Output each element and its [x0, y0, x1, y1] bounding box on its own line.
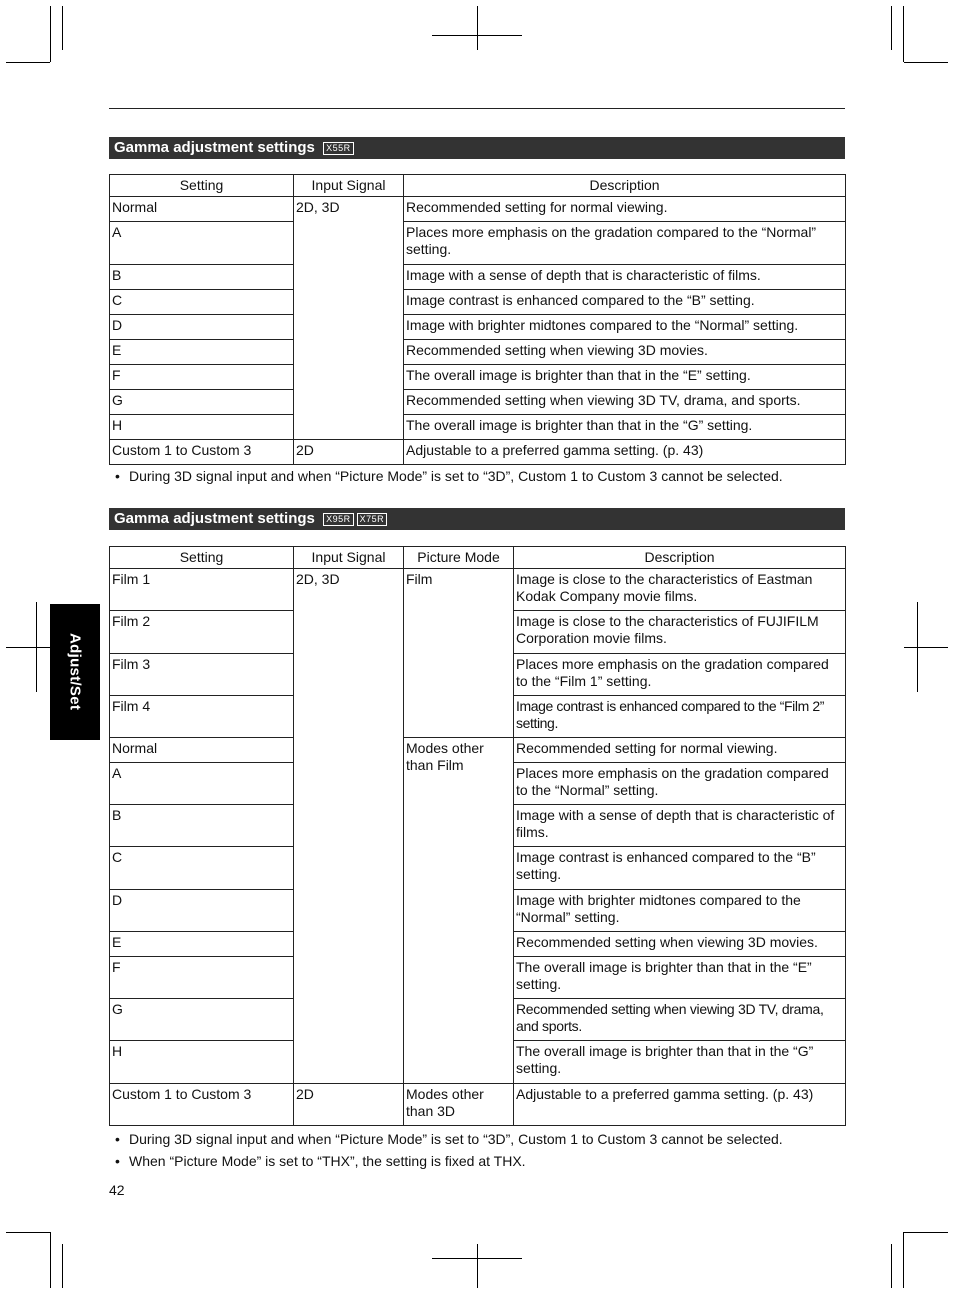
setting-cell: E [110, 932, 294, 957]
table-row [110, 340, 846, 365]
section-heading-x95r-x75r [109, 508, 845, 530]
table-row [110, 222, 846, 265]
input-signal-cell: 2D [294, 1084, 404, 1126]
note-item: • When “Picture Mode” is set to “THX”, the setting is fixed at THX. [115, 1153, 526, 1169]
section-title: Gamma adjustment settings [114, 139, 315, 156]
setting-cell: B [110, 265, 294, 290]
picture-mode-cell: Modes other than 3D [404, 1084, 514, 1126]
description-cell: The overall image is brighter than that in the “G” setting. [514, 1041, 846, 1084]
description-cell: Image contrast is enhanced compared to the “Film 2” setting. [514, 696, 846, 738]
setting-cell: C [110, 290, 294, 315]
setting-cell: C [110, 847, 294, 890]
chapter-side-tab [50, 604, 100, 740]
setting-cell: E [110, 340, 294, 365]
note-text: During 3D signal input and when “Picture Mode” is set to “3D”, Custom 1 to Custom 3 cannot be selected. [129, 1131, 783, 1147]
table-header-row [110, 175, 846, 197]
table-row [110, 440, 846, 465]
setting-cell: Custom 1 to Custom 3 [110, 440, 294, 465]
notes-x95r-x75r [109, 1128, 845, 1172]
description-cell: Adjustable to a preferred gamma setting. (p. 43) [514, 1084, 846, 1126]
page-number: 42 [109, 1182, 125, 1198]
table-row [110, 1084, 846, 1126]
description-cell: Recommended setting when viewing 3D TV, drama, and sports. [404, 390, 846, 415]
setting-cell: F [110, 365, 294, 390]
description-cell: Recommended setting for normal viewing. [514, 738, 846, 763]
column-header: Setting [110, 175, 294, 197]
table-row [110, 738, 846, 763]
setting-cell: Custom 1 to Custom 3 [110, 1084, 294, 1126]
setting-cell: Film 2 [110, 611, 294, 654]
setting-cell: G [110, 999, 294, 1041]
chapter-tab-label: Adjust/Set [66, 633, 84, 711]
setting-cell: H [110, 415, 294, 440]
setting-cell: B [110, 805, 294, 847]
description-cell: Recommended setting for normal viewing. [404, 197, 846, 222]
header-rule [109, 108, 845, 109]
column-header: Description [404, 175, 846, 197]
description-cell: The overall image is brighter than that in the “G” setting. [404, 415, 846, 440]
section-title: Gamma adjustment settings [114, 510, 315, 527]
setting-cell: Film 1 [110, 569, 294, 611]
note-item: • During 3D signal input and when “Picture Mode” is set to “3D”, Custom 1 to Custom 3 cannot be selected. [115, 1131, 783, 1147]
column-header: Picture Mode [404, 547, 514, 569]
setting-cell: Normal [110, 738, 294, 763]
column-header: Input Signal [294, 175, 404, 197]
table-row [110, 365, 846, 390]
column-header: Description [514, 547, 846, 569]
description-cell: Places more emphasis on the gradation compared to the “Normal” setting. [404, 222, 846, 265]
setting-cell: Film 3 [110, 654, 294, 696]
note-text: When “Picture Mode” is set to “THX”, the setting is fixed at THX. [129, 1153, 526, 1169]
note-item: • During 3D signal input and when “Picture Mode” is set to “3D”, Custom 1 to Custom 3 cannot be selected. [115, 468, 783, 484]
input-signal-cell: 2D, 3D [294, 197, 404, 440]
description-cell: Image with brighter midtones compared to the “Normal” setting. [514, 890, 846, 932]
setting-cell: A [110, 222, 294, 265]
description-cell: Recommended setting when viewing 3D movies. [404, 340, 846, 365]
description-cell: The overall image is brighter than that in the “E” setting. [404, 365, 846, 390]
description-cell: Image contrast is enhanced compared to the “B” setting. [404, 290, 846, 315]
setting-cell: Film 4 [110, 696, 294, 738]
picture-mode-cell: Modes other than Film [404, 738, 514, 1084]
description-cell: Image contrast is enhanced compared to the “B” setting. [514, 847, 846, 890]
description-cell: Image with a sense of depth that is characteristic of films. [514, 805, 846, 847]
gamma-table-x95r-x75r [109, 546, 846, 1126]
setting-cell: Normal [110, 197, 294, 222]
note-text: During 3D signal input and when “Picture Mode” is set to “3D”, Custom 1 to Custom 3 cannot be selected. [129, 468, 783, 484]
notes-x55r [109, 465, 845, 487]
description-cell: Places more emphasis on the gradation compared to the “Normal” setting. [514, 763, 846, 805]
description-cell: Recommended setting when viewing 3D movies. [514, 932, 846, 957]
table-row [110, 197, 846, 222]
column-header: Setting [110, 547, 294, 569]
description-cell: Adjustable to a preferred gamma setting. (p. 43) [404, 440, 846, 465]
description-cell: The overall image is brighter than that in the “E” setting. [514, 957, 846, 999]
table-row [110, 569, 846, 611]
description-cell: Image is close to the characteristics of Eastman Kodak Company movie films. [514, 569, 846, 611]
gamma-table-x55r [109, 174, 846, 465]
section-heading-x55r [109, 137, 845, 159]
picture-mode-cell: Film [404, 569, 514, 738]
description-cell: Image is close to the characteristics of FUJIFILM Corporation movie films. [514, 611, 846, 654]
setting-cell: D [110, 890, 294, 932]
model-badge: X75R [357, 513, 388, 526]
setting-cell: A [110, 763, 294, 805]
table-header-row [110, 547, 846, 569]
table-row [110, 415, 846, 440]
model-badge: X55R [323, 142, 354, 155]
input-signal-cell: 2D, 3D [294, 569, 404, 1084]
description-cell: Recommended setting when viewing 3D TV, drama, and sports. [514, 999, 846, 1041]
table-row [110, 315, 846, 340]
table-row [110, 290, 846, 315]
model-badge: X95R [323, 513, 354, 526]
setting-cell: D [110, 315, 294, 340]
column-header: Input Signal [294, 547, 404, 569]
description-cell: Image with brighter midtones compared to the “Normal” setting. [404, 315, 846, 340]
table-row [110, 265, 846, 290]
table-row [110, 390, 846, 415]
setting-cell: H [110, 1041, 294, 1084]
setting-cell: F [110, 957, 294, 999]
setting-cell: G [110, 390, 294, 415]
input-signal-cell: 2D [294, 440, 404, 465]
description-cell: Image with a sense of depth that is characteristic of films. [404, 265, 846, 290]
description-cell: Places more emphasis on the gradation compared to the “Film 1” setting. [514, 654, 846, 696]
